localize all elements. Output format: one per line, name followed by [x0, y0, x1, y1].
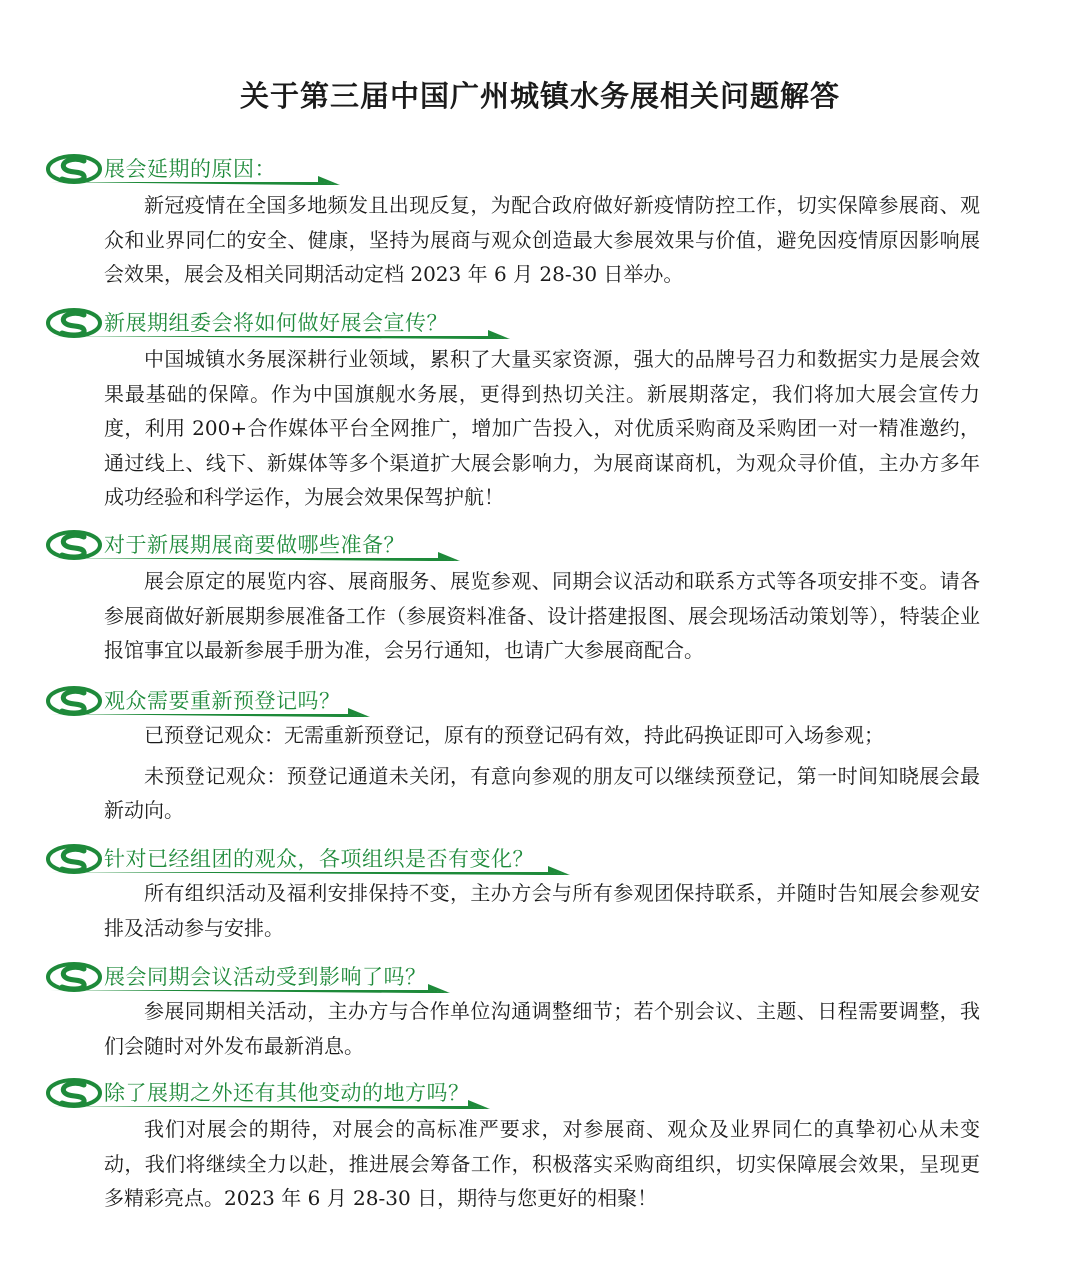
section-heading-text: 针对已经组团的观众，各项组织是否有变化？ [104, 847, 534, 871]
paragraph: 未预登记观众：预登记通道未关闭，有意向参观的朋友可以继续预登记，第一时间知晓展会最新动向。 [104, 763, 980, 822]
paragraph: 展会原定的展览内容、展商服务、展览参观、同期会议活动和联系方式等各项安排不变。请各参展商做好新展期参展准备工作（参展资料准备、设计搭建报图、展会现场活动策划等），特装企业报馆事宜以最新参展手册为准，会另行通知，也请广大参展商配合。 [104, 569, 980, 662]
section-heading [42, 306, 742, 340]
section-heading [42, 960, 742, 994]
section-heading-text: 展会同期会议活动受到影响了吗？ [104, 965, 427, 989]
section-body [104, 188, 980, 292]
section-body [104, 1112, 980, 1216]
section-heading-text: 对于新展期展商要做哪些准备？ [104, 533, 405, 557]
section-body [104, 876, 980, 945]
paragraph: 参展同期相关活动，主办方与合作单位沟通调整细节；若个别会议、主题、日程需要调整，我们会随时对外发布最新消息。 [104, 999, 980, 1058]
paragraph: 中国城镇水务展深耕行业领域，累积了大量买家资源，强大的品牌号召力和数据实力是展会效果最基础的保障。作为中国旗舰水务展，更得到热切关注。新展期落定，我们将加大展会宣传力度，利用 200+合作媒体平台全网推广，增加广告投入，对优质采购商及采购团一对一精准邀约，通过线上、线下、新媒体等多个渠道扩大展会影响力，为展商谋商机，为观众寻价值，主办方多年成功经验和科学运作，为展会效果保驾护航！ [104, 347, 980, 509]
section-body [104, 718, 980, 828]
section-heading [42, 842, 742, 876]
paragraph: 我们对展会的期待，对展会的高标准严要求，对参展商、观众及业界同仁的真挚初心从未变动，我们将继续全力以赴，推进展会筹备工作，积极落实采购商组织，切实保障展会效果，呈现更多精彩亮点。2023 年 6 月 28-30 日，期待与您更好的相聚！ [104, 1117, 980, 1210]
section-heading-text: 新展期组委会将如何做好展会宣传？ [104, 311, 448, 335]
section-heading-text: 观众需要重新预登记吗？ [104, 689, 341, 713]
section-heading-text: 展会延期的原因： [104, 157, 276, 181]
section-heading [42, 528, 742, 562]
paragraph: 所有组织活动及福利安排保持不变，主办方会与所有参观团保持联系，并随时告知展会参观安排及活动参与安排。 [104, 881, 980, 940]
section-heading [42, 684, 742, 718]
section-heading [42, 152, 742, 186]
section-heading [42, 1076, 742, 1110]
section-heading-text: 除了展期之外还有其他变动的地方吗？ [104, 1081, 470, 1105]
section-body [104, 994, 980, 1063]
page-title: 关于第三届中国广州城镇水务展相关问题解答 [239, 79, 840, 113]
section-body [104, 342, 980, 515]
paragraph: 新冠疫情在全国多地频发且出现反复，为配合政府做好新疫情防控工作，切实保障参展商、观众和业界同仁的安全、健康，坚持为展商与观众创造最大参展效果与价值，避免因疫情原因影响展会效果，展会及相关同期活动定档 2023 年 6 月 28-30 日举办。 [104, 193, 980, 286]
section-body [104, 564, 980, 668]
paragraph: 已预登记观众：无需重新预登记，原有的预登记码有效，持此码换证即可入场参观； [144, 723, 884, 747]
